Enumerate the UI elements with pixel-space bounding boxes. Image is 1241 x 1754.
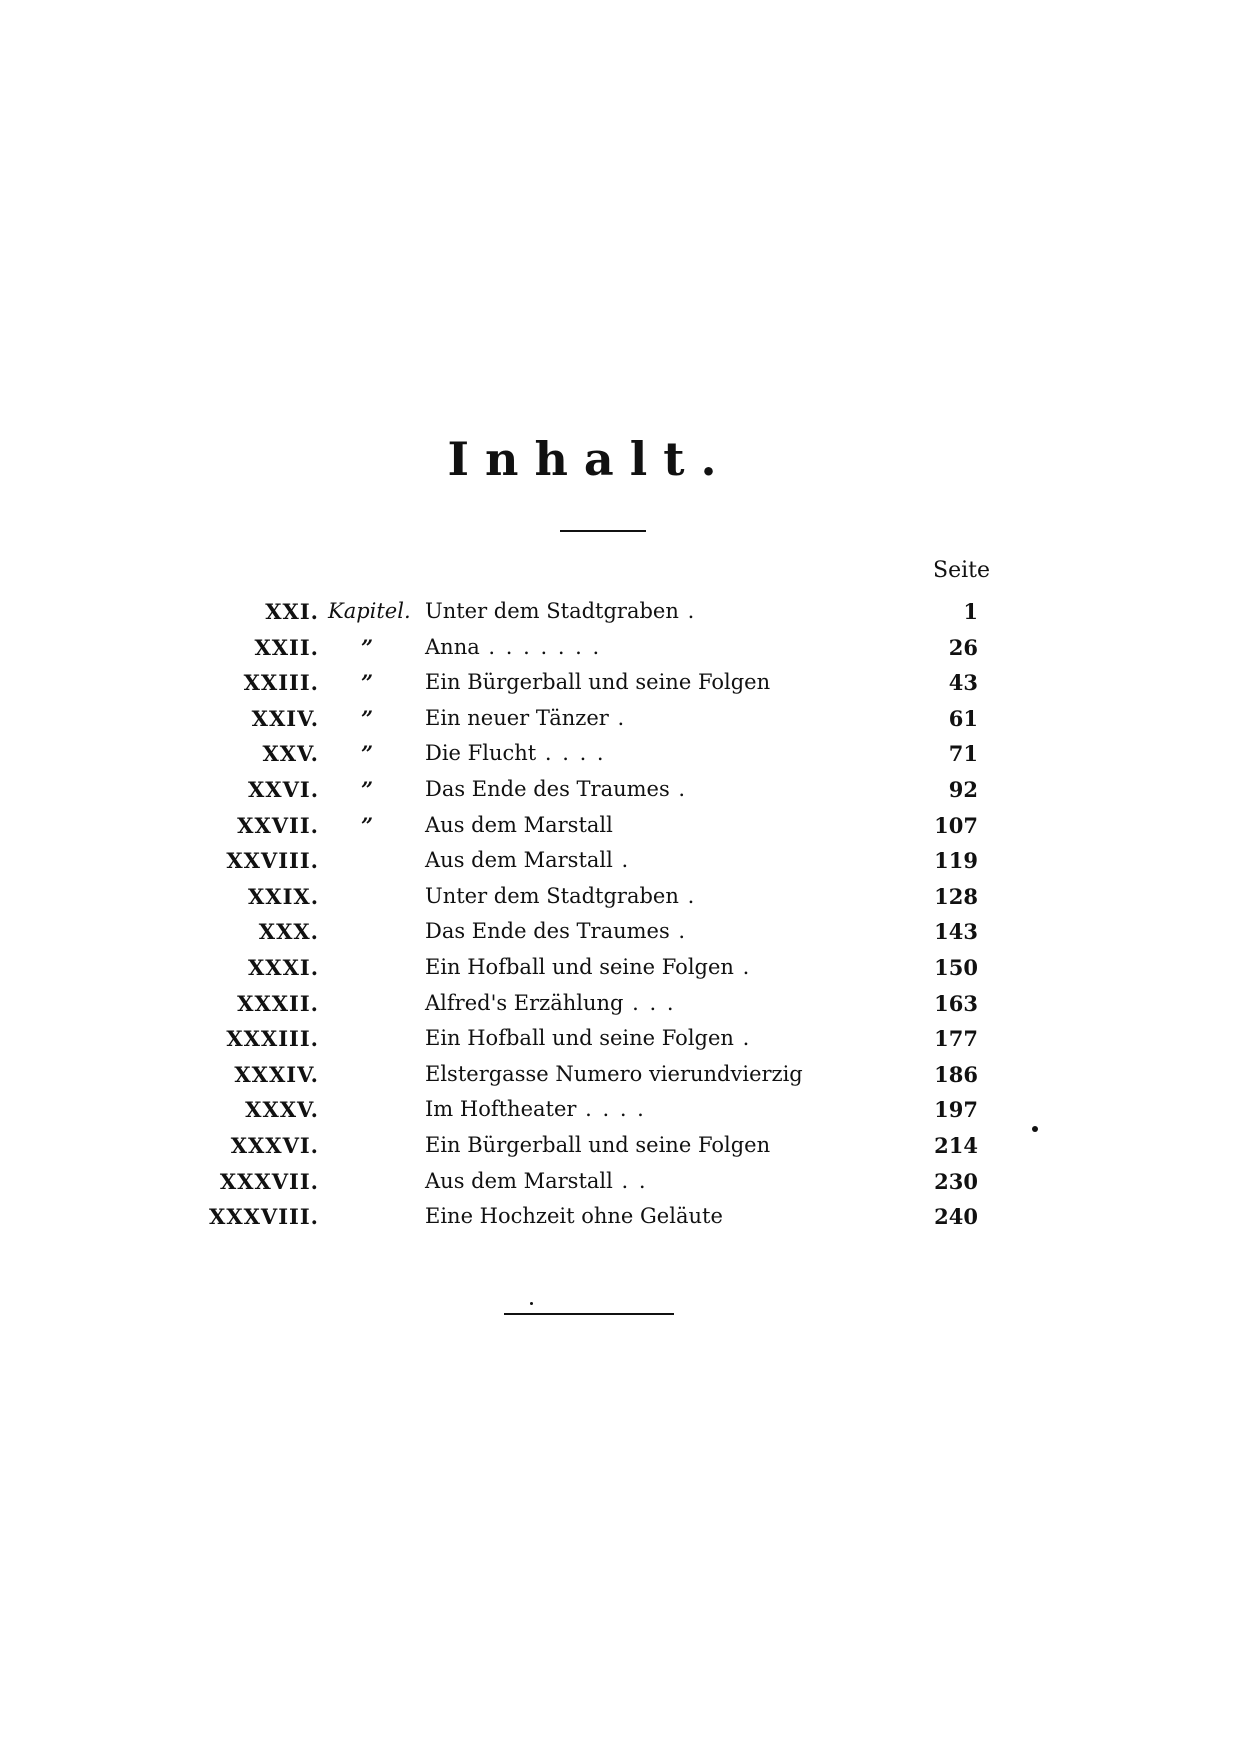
chapter-title-text: Aus dem Marstall (425, 812, 613, 837)
chapter-title (425, 736, 785, 772)
chapter-number: XXXV. (245, 1097, 319, 1123)
title-rule (560, 530, 646, 532)
page-title: Inhalt. (447, 432, 733, 486)
page-number: 230 (934, 1168, 978, 1194)
toc-row (0, 701, 1241, 737)
chapter-title-text: Eine Hochzeit ohne Geläute (425, 1204, 723, 1229)
dot-leader: . (669, 776, 688, 801)
toc-row (0, 665, 1241, 701)
chapter-number: XXXI. (247, 954, 319, 980)
page-number: 61 (948, 705, 978, 731)
page-number: 107 (934, 812, 978, 838)
chapter-number: XXIII. (243, 670, 319, 696)
chapter-title (425, 1199, 785, 1235)
chapter-title-text: Die Flucht (425, 741, 537, 766)
page-number: 197 (934, 1097, 978, 1123)
chapter-number: XXXII. (237, 990, 319, 1016)
chapter-number: XXIX. (247, 883, 319, 909)
chapter-number: XXV. (262, 741, 319, 767)
page-number: 1 (963, 599, 978, 624)
chapter-title-text: Ein neuer Tänzer (425, 705, 609, 730)
page-number: 177 (934, 1026, 978, 1052)
dot-leader: . (612, 848, 631, 873)
chapter-title-text: Das Ende des Traumes (425, 919, 670, 944)
chapter-title (425, 879, 785, 915)
page-number: 92 (948, 776, 978, 802)
page-number: 214 (934, 1132, 978, 1158)
dot-leader: . . . . (576, 1097, 646, 1122)
chapter-title (425, 1057, 803, 1093)
page-number: 186 (934, 1061, 978, 1087)
chapter-number: XXXVII. (219, 1168, 319, 1194)
chapter-number: XXI. (265, 599, 319, 624)
toc-row (0, 772, 1241, 808)
toc-row (0, 950, 1241, 986)
toc-row (0, 1021, 1241, 1057)
chapter-number: XXVIII. (226, 848, 319, 874)
toc-row (0, 843, 1241, 879)
toc-row (0, 630, 1241, 666)
chapter-title-text: Ein Bürgerball und seine Folgen (425, 670, 771, 695)
ditto-mark: ” (361, 741, 374, 767)
chapter-title-text: Aus dem Marstall (425, 1168, 613, 1193)
toc-row (0, 808, 1241, 844)
chapter-title-text: Unter dem Stadtgraben (425, 599, 679, 623)
chapter-title-text: Alfred's Erzählung (425, 990, 624, 1015)
page-number: 43 (948, 670, 978, 696)
chapter-number: XXVII. (237, 812, 319, 838)
dot-leader: . . . (623, 990, 676, 1015)
chapter-title (425, 594, 785, 630)
chapter-number: XXII. (254, 634, 319, 660)
chapter-title (425, 808, 785, 844)
toc-row (0, 879, 1241, 915)
chapter-title (425, 1092, 785, 1128)
dot-leader: . . . . (536, 741, 606, 766)
chapter-title (425, 950, 785, 986)
chapter-title (425, 914, 785, 950)
dot-leader: . (678, 883, 697, 908)
chapter-title (425, 665, 785, 701)
ink-speck (530, 1302, 533, 1305)
chapter-number: XXX. (258, 919, 319, 945)
toc-row (0, 1057, 1241, 1093)
chapter-title-text: Aus dem Marstall (425, 848, 613, 873)
chapter-title (425, 986, 785, 1022)
chapter-title-text: Das Ende des Traumes (425, 776, 670, 801)
dot-leader: . . (612, 1168, 648, 1193)
page-column-label: Seite (933, 558, 990, 583)
chapter-number: XXXVIII. (209, 1204, 319, 1230)
chapter-title-text: Ein Hofball und seine Folgen (425, 1026, 734, 1051)
page-number: 119 (934, 848, 978, 874)
ditto-mark: ” (361, 776, 374, 802)
ditto-mark: ” (361, 670, 374, 696)
closing-rule (504, 1313, 674, 1315)
toc-row (0, 1199, 1241, 1235)
dot-leader: . (608, 705, 627, 730)
chapter-title-text: Unter dem Stadtgraben (425, 883, 679, 908)
toc-row (0, 594, 1241, 630)
dot-leader: . . . . . . . (479, 634, 602, 659)
page-number: 26 (948, 634, 978, 660)
dot-leader: . (733, 1026, 752, 1051)
chapter-title (425, 772, 785, 808)
page-number: 128 (934, 883, 978, 909)
chapter-title-text: Anna (425, 634, 480, 659)
page-number: 71 (948, 741, 978, 767)
page-number: 143 (934, 919, 978, 945)
chapter-number: XXVI. (247, 776, 319, 802)
chapter-number: XXXIV. (234, 1061, 319, 1087)
toc-row (0, 986, 1241, 1022)
chapter-title (425, 630, 785, 666)
chapter-number: XXXVI. (230, 1132, 319, 1158)
toc-row (0, 914, 1241, 950)
ditto-mark: ” (361, 634, 374, 660)
chapter-title-text: Ein Hofball und seine Folgen (425, 954, 734, 979)
chapter-title (425, 1128, 785, 1164)
chapter-title-text: Elstergasse Numero vierundvierzig (425, 1061, 803, 1086)
chapter-title (425, 1164, 785, 1200)
chapter-number: XXXIII. (226, 1026, 319, 1052)
chapter-number: XXIV. (251, 705, 319, 731)
chapter-title-text: Im Hoftheater (425, 1097, 577, 1122)
chapter-title-text: Ein Bürgerball und seine Folgen (425, 1132, 771, 1157)
chapter-label: Kapitel. (328, 599, 411, 623)
ditto-mark: ” (361, 705, 374, 731)
dot-leader: . (733, 954, 752, 979)
dot-leader: . (678, 599, 697, 623)
toc-row (0, 736, 1241, 772)
ink-speck (1032, 1126, 1038, 1132)
page-number: 150 (934, 954, 978, 980)
page-number: 163 (934, 990, 978, 1016)
dot-leader: . (669, 919, 688, 944)
toc-row (0, 1164, 1241, 1200)
ditto-mark: ” (361, 812, 374, 838)
toc-row (0, 1092, 1241, 1128)
page-number: 240 (934, 1204, 978, 1230)
chapter-title (425, 843, 785, 879)
toc-row (0, 1128, 1241, 1164)
chapter-title (425, 701, 785, 737)
table-of-contents (0, 594, 1241, 1235)
chapter-title (425, 1021, 785, 1057)
